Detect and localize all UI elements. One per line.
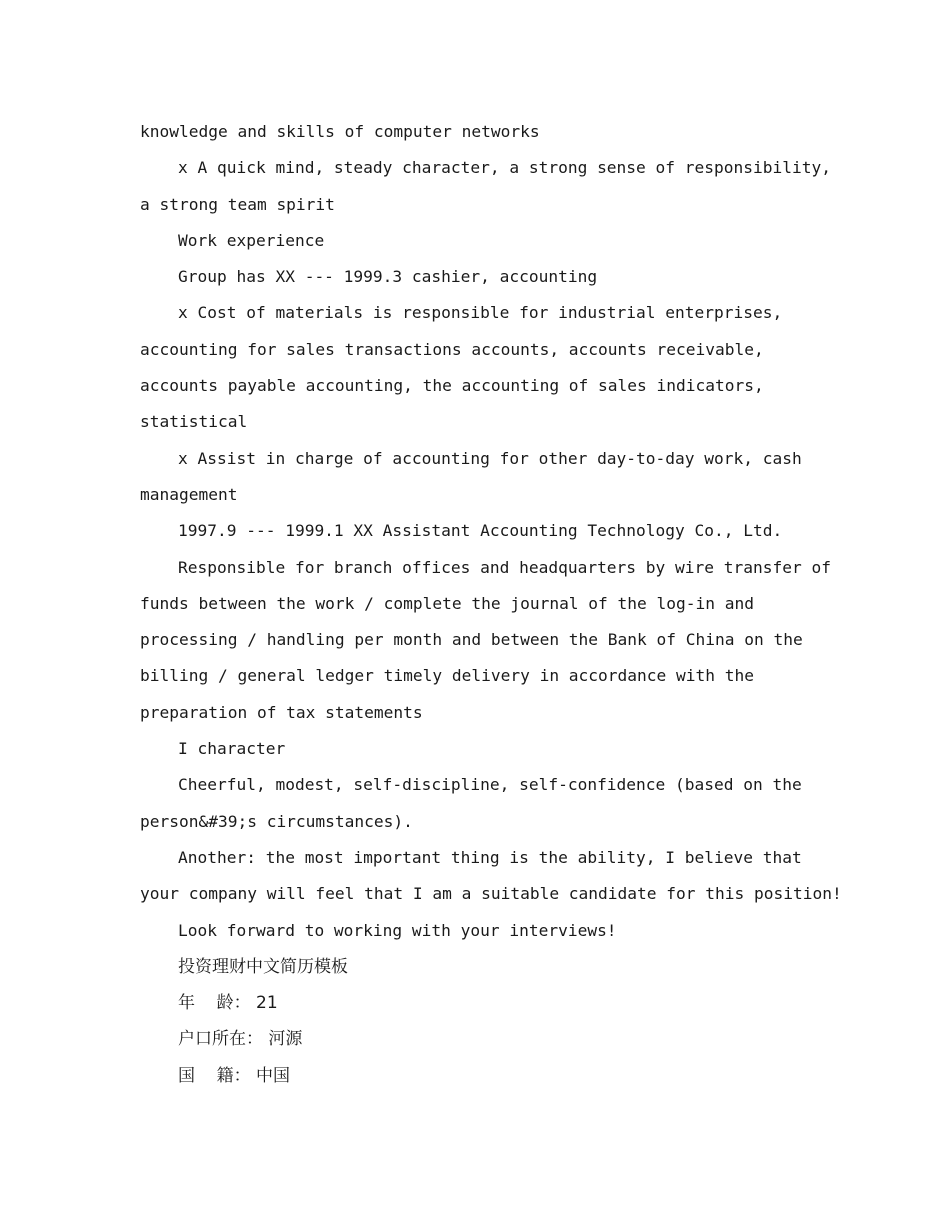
text-line: Look forward to working with your interviews! <box>178 920 617 940</box>
text-line: accounting for sales transactions accounts, accounts receivable, <box>140 339 764 359</box>
text-line: x Assist in charge of accounting for other day-to-day work, cash <box>178 448 802 468</box>
text-line: Group has XX --- 1999.3 cashier, accounting <box>178 267 598 287</box>
section-heading-work-experience: Work experience <box>178 230 325 250</box>
text-line: your company will feel that I am a suitable candidate for this position! <box>140 884 842 904</box>
text-line: preparation of tax statements <box>140 702 423 722</box>
text-line: x Cost of materials is responsible for industrial enterprises, <box>178 303 783 323</box>
section-heading-character: I character <box>178 739 286 759</box>
text-line: funds between the work / complete the journal of the log-in and <box>140 593 754 613</box>
text-line: 1997.9 --- 1999.1 XX Assistant Accounting Technology Co., Ltd. <box>178 521 783 541</box>
field-household-registration: 户口所在： 河源 <box>178 1029 303 1050</box>
document-body <box>140 114 842 1094</box>
text-line: management <box>140 484 238 504</box>
resume-template-title: 投资理财中文简历模板 <box>178 956 348 977</box>
text-line: x A quick mind, steady character, a strong sense of responsibility, <box>178 158 831 178</box>
text-line: accounts payable accounting, the accounting of sales indicators, <box>140 376 764 396</box>
text-line: statistical <box>140 412 248 432</box>
text-line: knowledge and skills of computer networks <box>140 122 540 141</box>
text-line: Responsible for branch offices and headquarters by wire transfer of <box>178 557 831 577</box>
text-line: person&#39;s circumstances). <box>140 811 413 831</box>
field-age: 年 龄： 21 <box>178 993 278 1014</box>
text-line: processing / handling per month and between the Bank of China on the <box>140 630 803 650</box>
text-line: a strong team spirit <box>140 194 335 214</box>
text-line: billing / general ledger timely delivery in accordance with the <box>140 666 754 686</box>
text-line: Cheerful, modest, self-discipline, self-confidence (based on the <box>178 775 802 795</box>
field-nationality: 国 籍： 中国 <box>178 1065 291 1086</box>
text-line: Another: the most important thing is the ability, I believe that <box>178 847 802 867</box>
